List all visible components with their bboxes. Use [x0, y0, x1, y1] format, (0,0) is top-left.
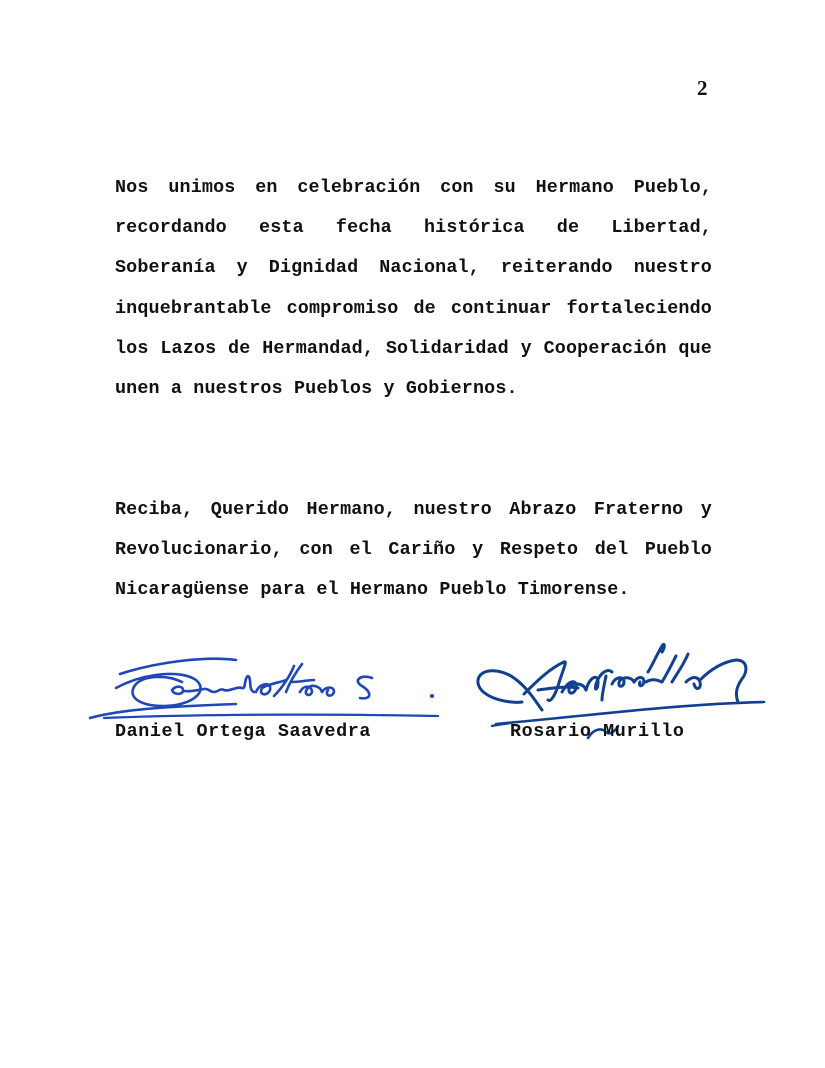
signature-block-ortega — [86, 652, 456, 752]
signer-name-murillo: Rosario Murillo — [510, 721, 685, 742]
signer-name-ortega: Daniel Ortega Saavedra — [115, 721, 371, 742]
signature-block-murillo — [466, 632, 776, 752]
page-number: 2 — [697, 76, 708, 100]
paragraph-celebration: Nos unimos en celebración con su Hermano Pueblo, recordando esta fecha histórica de Libertad, Soberanía y Dignidad Nacional, reiterando nuestro inquebrantable compromiso de continuar fortaleciendo los Lazos de Hermandad, Solidaridad y Cooperación que unen a nuestros Pueblos y Gobiernos. — [115, 177, 712, 400]
paragraph-closing: Reciba, Querido Hermano, nuestro Abrazo Fraterno y Revolucionario, con el Cariño y Respeto del Pueblo Nicaragüense para el Hermano Pueblo Timorense. — [115, 499, 712, 601]
